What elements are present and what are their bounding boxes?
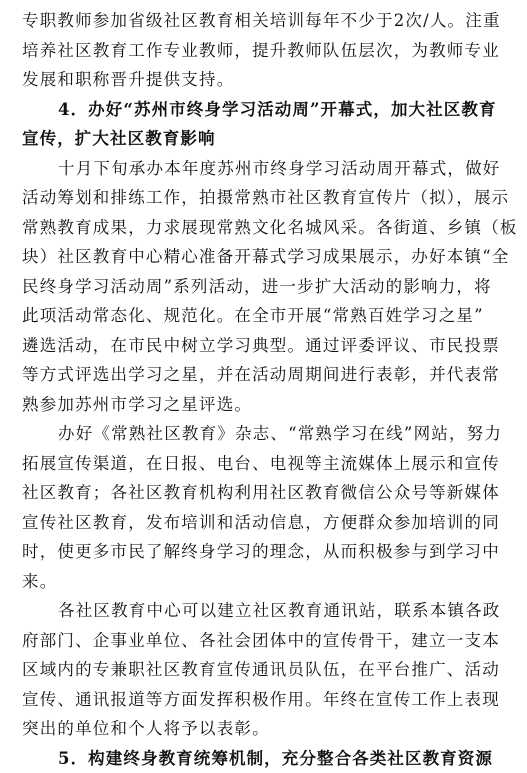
body-line: 遴选活动，在市民中树立学习典型。通过评委评议、市民投票 — [22, 331, 515, 361]
body-line: 等方式评选出学习之星，并在活动周期间进行表彰，并代表常 — [22, 360, 515, 390]
body-line: 发展和职称晋升提供支持。 — [22, 65, 515, 95]
body-line: 十月下旬承办本年度苏州市终身学习活动周开幕式，做好 — [22, 154, 515, 184]
section-heading: 5．构建终身教育统筹机制，充分整合各类社区教育资源 — [22, 744, 515, 773]
body-line: 时，使更多市民了解终身学习的理念，从而积极参与到学习中 — [22, 537, 515, 567]
body-line: 专职教师参加省级社区教育相关培训每年不少于2次/人。注重 — [22, 6, 515, 36]
body-line: 办好《常熟社区教育》杂志、“常熟学习在线”网站，努力 — [22, 419, 515, 449]
body-line: 块）社区教育中心精心准备开幕式学习成果展示，办好本镇“全 — [22, 242, 515, 272]
section-heading: 4．办好“苏州市终身学习活动周”开幕式，加大社区教育 — [22, 95, 515, 125]
section-heading: 宣传，扩大社区教育影响 — [22, 124, 515, 154]
body-line: 府部门、企事业单位、各社会团体中的宣传骨干，建立一支本 — [22, 626, 515, 656]
body-line: 宣传社区教育，发布培训和活动信息，方便群众参加培训的同 — [22, 508, 515, 538]
body-line: 宣传、通讯报道等方面发挥积极作用。年终在宣传工作上表现 — [22, 685, 515, 715]
body-line: 来。 — [22, 567, 515, 597]
body-line: 活动筹划和排练工作，拍摄常熟市社区教育宣传片（拟），展示 — [22, 183, 515, 213]
body-line: 突出的单位和个人将予以表彰。 — [22, 714, 515, 744]
body-line: 社区教育；各社区教育机构利用社区教育微信公众号等新媒体 — [22, 478, 515, 508]
body-line: 培养社区教育工作专业教师，提升教师队伍层次，为教师专业 — [22, 36, 515, 66]
body-line: 熟参加苏州市学习之星评选。 — [22, 390, 515, 420]
body-line: 各社区教育中心可以建立社区教育通讯站，联系本镇各政 — [22, 596, 515, 626]
body-line: 常熟教育成果，力求展现常熟文化名城风采。各街道、乡镇（板 — [22, 213, 515, 243]
body-line: 此项活动常态化、规范化。在全市开展“常熟百姓学习之星” — [22, 301, 515, 331]
body-line: 拓展宣传渠道，在日报、电台、电视等主流媒体上展示和宣传 — [22, 449, 515, 479]
body-line: 民终身学习活动周”系列活动，进一步扩大活动的影响力，将 — [22, 272, 515, 302]
body-line: 区域内的专兼职社区教育宣传通讯员队伍，在平台推广、活动 — [22, 655, 515, 685]
